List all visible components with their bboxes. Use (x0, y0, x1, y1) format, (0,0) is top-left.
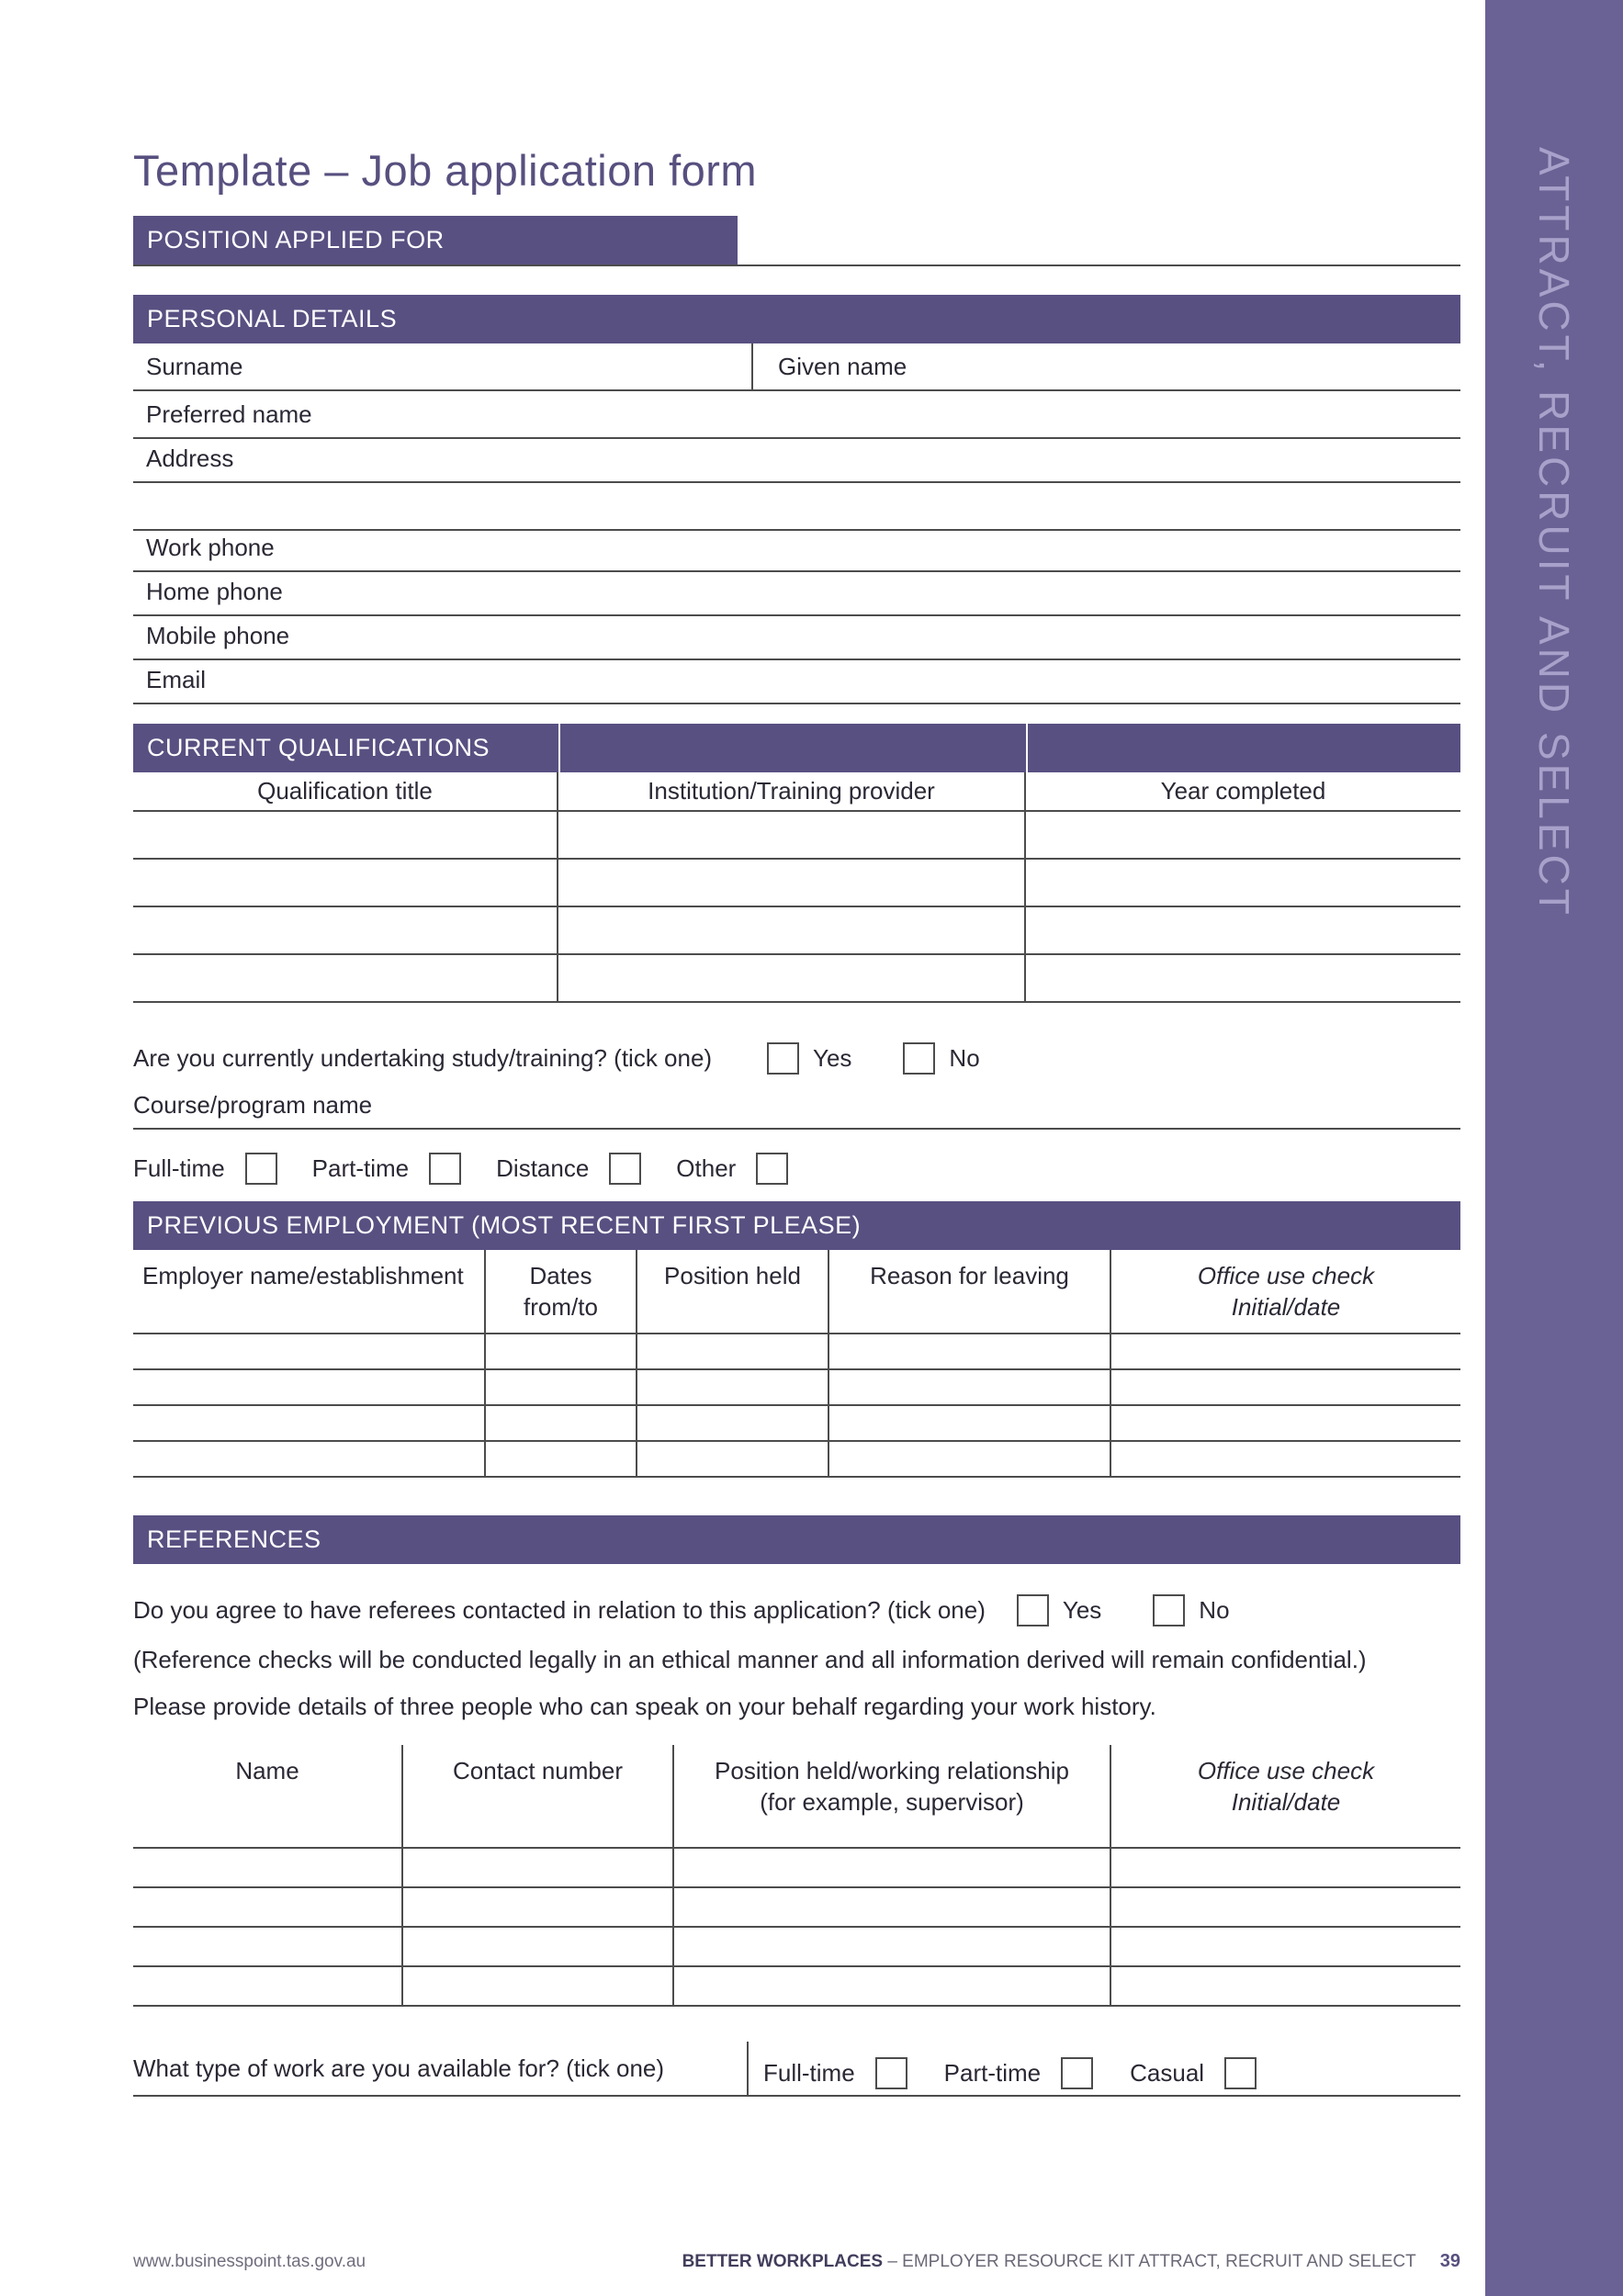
surname-label: Surname (146, 353, 243, 380)
surname-given-name-row (133, 343, 1460, 391)
side-tab-label: ATTRACT, RECRUIT AND SELECT (1530, 147, 1578, 918)
study-mode-row (133, 1150, 1460, 1187)
dates-cell[interactable] (486, 1406, 637, 1440)
referee-yes-checkbox[interactable] (1017, 1594, 1049, 1626)
mode-part-time-checkbox[interactable] (429, 1153, 461, 1185)
course-name-label: Course/program name (133, 1091, 373, 1119)
institution-cell[interactable] (558, 955, 1026, 1001)
qualifications-empty-row (133, 907, 1460, 955)
dates-column-line1: Dates (529, 1262, 592, 1289)
position-held-cell[interactable] (637, 1442, 829, 1476)
contact-number-cell[interactable] (403, 1967, 674, 2005)
contact-number-column-header: Contact number (403, 1745, 674, 1847)
dates-cell[interactable] (486, 1442, 637, 1476)
employment-table (133, 1250, 1460, 1478)
employer-cell[interactable] (133, 1406, 486, 1440)
avail-casual-label: Casual (1130, 2058, 1205, 2087)
office-use-cell[interactable] (1111, 1370, 1460, 1404)
institution-cell[interactable] (558, 812, 1026, 858)
year-completed-cell[interactable] (1026, 812, 1460, 858)
employer-cell[interactable] (133, 1370, 486, 1404)
given-name-field[interactable] (753, 343, 1460, 389)
study-no-label: No (949, 1043, 980, 1072)
reason-cell[interactable] (829, 1406, 1111, 1440)
study-question: Are you currently undertaking study/training? (tick one) (133, 1043, 713, 1072)
referee-name-cell[interactable] (133, 1967, 403, 2005)
office-use-cell[interactable] (1111, 1928, 1460, 1965)
reason-for-leaving-column-header: Reason for leaving (829, 1250, 1111, 1333)
qualifications-empty-row (133, 860, 1460, 907)
references-table-header (133, 1745, 1460, 1849)
position-held-cell[interactable] (637, 1334, 829, 1368)
footer-kit-title (682, 2252, 1416, 2272)
referee-name-cell[interactable] (133, 1849, 403, 1886)
institution-cell[interactable] (558, 860, 1026, 906)
referee-name-cell[interactable] (133, 1888, 403, 1926)
references-empty-row (133, 1967, 1460, 2007)
qualifications-empty-row (133, 955, 1460, 1003)
year-completed-cell[interactable] (1026, 907, 1460, 953)
content (133, 0, 1460, 2097)
references-empty-row (133, 1888, 1460, 1928)
avail-full-time-checkbox[interactable] (875, 2057, 907, 2089)
mode-distance-checkbox[interactable] (609, 1153, 641, 1185)
employer-column-header: Employer name/establishment (133, 1250, 486, 1333)
dates-column-line2: from/to (524, 1292, 598, 1321)
relationship-cell[interactable] (674, 1967, 1111, 2005)
relationship-cell[interactable] (674, 1928, 1111, 1965)
qualification-title-cell[interactable] (133, 860, 558, 906)
mode-other-label: Other (676, 1154, 737, 1182)
year-completed-cell[interactable] (1026, 860, 1460, 906)
relationship-column-header (674, 1745, 1111, 1847)
preferred-name-label: Preferred name (146, 400, 312, 428)
course-name-field[interactable] (133, 1087, 1460, 1130)
study-no-checkbox[interactable] (903, 1042, 935, 1075)
dates-cell[interactable] (486, 1334, 637, 1368)
employment-table-header (133, 1250, 1460, 1334)
employment-empty-row (133, 1442, 1460, 1478)
position-held-column-header: Position held (637, 1250, 829, 1333)
personal-details-header: PERSONAL DETAILS (133, 295, 1460, 343)
employment-empty-row (133, 1334, 1460, 1370)
study-yes-checkbox[interactable] (767, 1042, 799, 1075)
position-applied-row (133, 216, 1460, 266)
office-use-line1: Office use check (1197, 1262, 1375, 1289)
office-use-line2: Initial/date (1231, 1292, 1341, 1321)
employment-empty-row (133, 1370, 1460, 1406)
current-qualifications-header-bar (133, 724, 1460, 772)
qualifications-table-header (133, 772, 1460, 812)
office-use-column-header (1111, 1745, 1460, 1847)
year-completed-cell[interactable] (1026, 955, 1460, 1001)
avail-part-time-label: Part-time (943, 2058, 1042, 2087)
dates-column-header (486, 1250, 637, 1333)
qualification-title-cell[interactable] (133, 907, 558, 953)
position-applied-header: POSITION APPLIED FOR (133, 216, 738, 264)
mode-distance-label: Distance (496, 1154, 590, 1182)
position-held-cell[interactable] (637, 1406, 829, 1440)
office-use-cell[interactable] (1111, 1442, 1460, 1476)
work-phone-label: Work phone (146, 534, 275, 561)
avail-part-time-checkbox[interactable] (1061, 2057, 1093, 2089)
qualifications-header-segment (558, 724, 1026, 772)
qualifications-header-segment (1026, 724, 1460, 772)
avail-full-time-label: Full-time (763, 2058, 855, 2087)
footer-kit-bold: BETTER WORKPLACES (682, 2252, 884, 2271)
home-phone-field[interactable] (133, 572, 1460, 616)
given-name-label: Given name (778, 353, 907, 380)
referee-name-column-header: Name (133, 1745, 403, 1847)
page-footer (133, 2251, 1460, 2272)
avail-casual-checkbox[interactable] (1224, 2057, 1257, 2089)
reason-cell[interactable] (829, 1370, 1111, 1404)
contact-number-cell[interactable] (403, 1928, 674, 1965)
office-use-cell[interactable] (1111, 1888, 1460, 1926)
study-yes-label: Yes (813, 1043, 852, 1072)
work-availability-options (749, 2042, 1460, 2095)
referee-yes-label: Yes (1062, 1595, 1102, 1624)
reason-cell[interactable] (829, 1334, 1111, 1368)
employer-cell[interactable] (133, 1442, 486, 1476)
address-label: Address (146, 445, 234, 472)
footer-page-number: 39 (1439, 2251, 1460, 2271)
confidentiality-note: (Reference checks will be conducted legally in an ethical manner and all information derived will remain confidential.) (133, 1646, 1367, 1673)
contact-number-cell[interactable] (403, 1888, 674, 1926)
contact-number-cell[interactable] (403, 1849, 674, 1886)
mode-other-checkbox[interactable] (756, 1153, 788, 1185)
mobile-phone-label: Mobile phone (146, 622, 290, 649)
mode-part-time-label: Part-time (311, 1154, 410, 1182)
office-use-line2: Initial/date (1231, 1787, 1341, 1816)
study-question-row (133, 1040, 1460, 1076)
previous-employment-header: PREVIOUS EMPLOYMENT (MOST RECENT FIRST PLEASE) (133, 1201, 1460, 1250)
email-field[interactable] (133, 660, 1460, 704)
work-availability-row (133, 2042, 1460, 2097)
position-held-cell[interactable] (637, 1370, 829, 1404)
referee-consent-row (133, 1592, 1460, 1628)
employer-cell[interactable] (133, 1334, 486, 1368)
reason-cell[interactable] (829, 1442, 1111, 1476)
home-phone-label: Home phone (146, 578, 283, 605)
email-label: Email (146, 666, 207, 693)
mobile-phone-field[interactable] (133, 616, 1460, 660)
qualification-title-cell[interactable] (133, 955, 558, 1001)
qualifications-table (133, 772, 1460, 1003)
references-header: REFERENCES (133, 1515, 1460, 1564)
preferred-name-field[interactable] (133, 391, 1460, 439)
address-field-line2[interactable] (133, 483, 1460, 531)
work-phone-field[interactable] (133, 531, 1460, 572)
office-use-cell[interactable] (1111, 1406, 1460, 1440)
references-empty-row (133, 1849, 1460, 1888)
qualifications-empty-row (133, 812, 1460, 860)
dates-cell[interactable] (486, 1370, 637, 1404)
qualification-title-column-header: Qualification title (133, 772, 558, 810)
institution-cell[interactable] (558, 907, 1026, 953)
mode-full-time-checkbox[interactable] (245, 1153, 277, 1185)
office-use-line1: Office use check (1197, 1757, 1375, 1784)
referee-no-checkbox[interactable] (1153, 1594, 1185, 1626)
relationship-cell[interactable] (674, 1849, 1111, 1886)
relationship-cell[interactable] (674, 1888, 1111, 1926)
year-completed-column-header: Year completed (1160, 777, 1326, 805)
referee-no-label: No (1199, 1595, 1230, 1624)
mode-full-time-label: Full-time (133, 1154, 225, 1182)
page-title: Template – Job application form (133, 146, 758, 195)
institution-column-header: Institution/Training provider (558, 772, 1026, 810)
work-availability-question: What type of work are you available for? (tick one) (133, 2042, 749, 2095)
office-use-cell[interactable] (1111, 1334, 1460, 1368)
side-tab (1485, 0, 1623, 2296)
office-use-cell[interactable] (1111, 1967, 1460, 2005)
qualification-title-cell[interactable] (133, 812, 558, 858)
relationship-column-line2: (for example, supervisor) (760, 1787, 1024, 1816)
office-use-cell[interactable] (1111, 1849, 1460, 1886)
position-applied-field[interactable] (738, 216, 1460, 264)
office-use-column-header (1111, 1250, 1460, 1333)
address-field[interactable] (133, 439, 1460, 483)
relationship-column-line1: Position held/working relationship (715, 1757, 1069, 1784)
current-qualifications-header: CURRENT QUALIFICATIONS (133, 724, 558, 772)
referee-name-cell[interactable] (133, 1928, 403, 1965)
references-empty-row (133, 1928, 1460, 1967)
footer-kit-rest: – EMPLOYER RESOURCE KIT ATTRACT, RECRUIT AND SELECT (883, 2252, 1416, 2271)
employment-empty-row (133, 1406, 1460, 1442)
footer-website: www.businesspoint.tas.gov.au (133, 2252, 366, 2271)
referee-consent-question: Do you agree to have referees contacted in relation to this application? (tick one) (133, 1595, 986, 1624)
referee-details-note: Please provide details of three people who can speak on your behalf regarding your work history. (133, 1692, 1156, 1720)
references-table (133, 1745, 1460, 2007)
surname-field[interactable] (133, 343, 753, 389)
